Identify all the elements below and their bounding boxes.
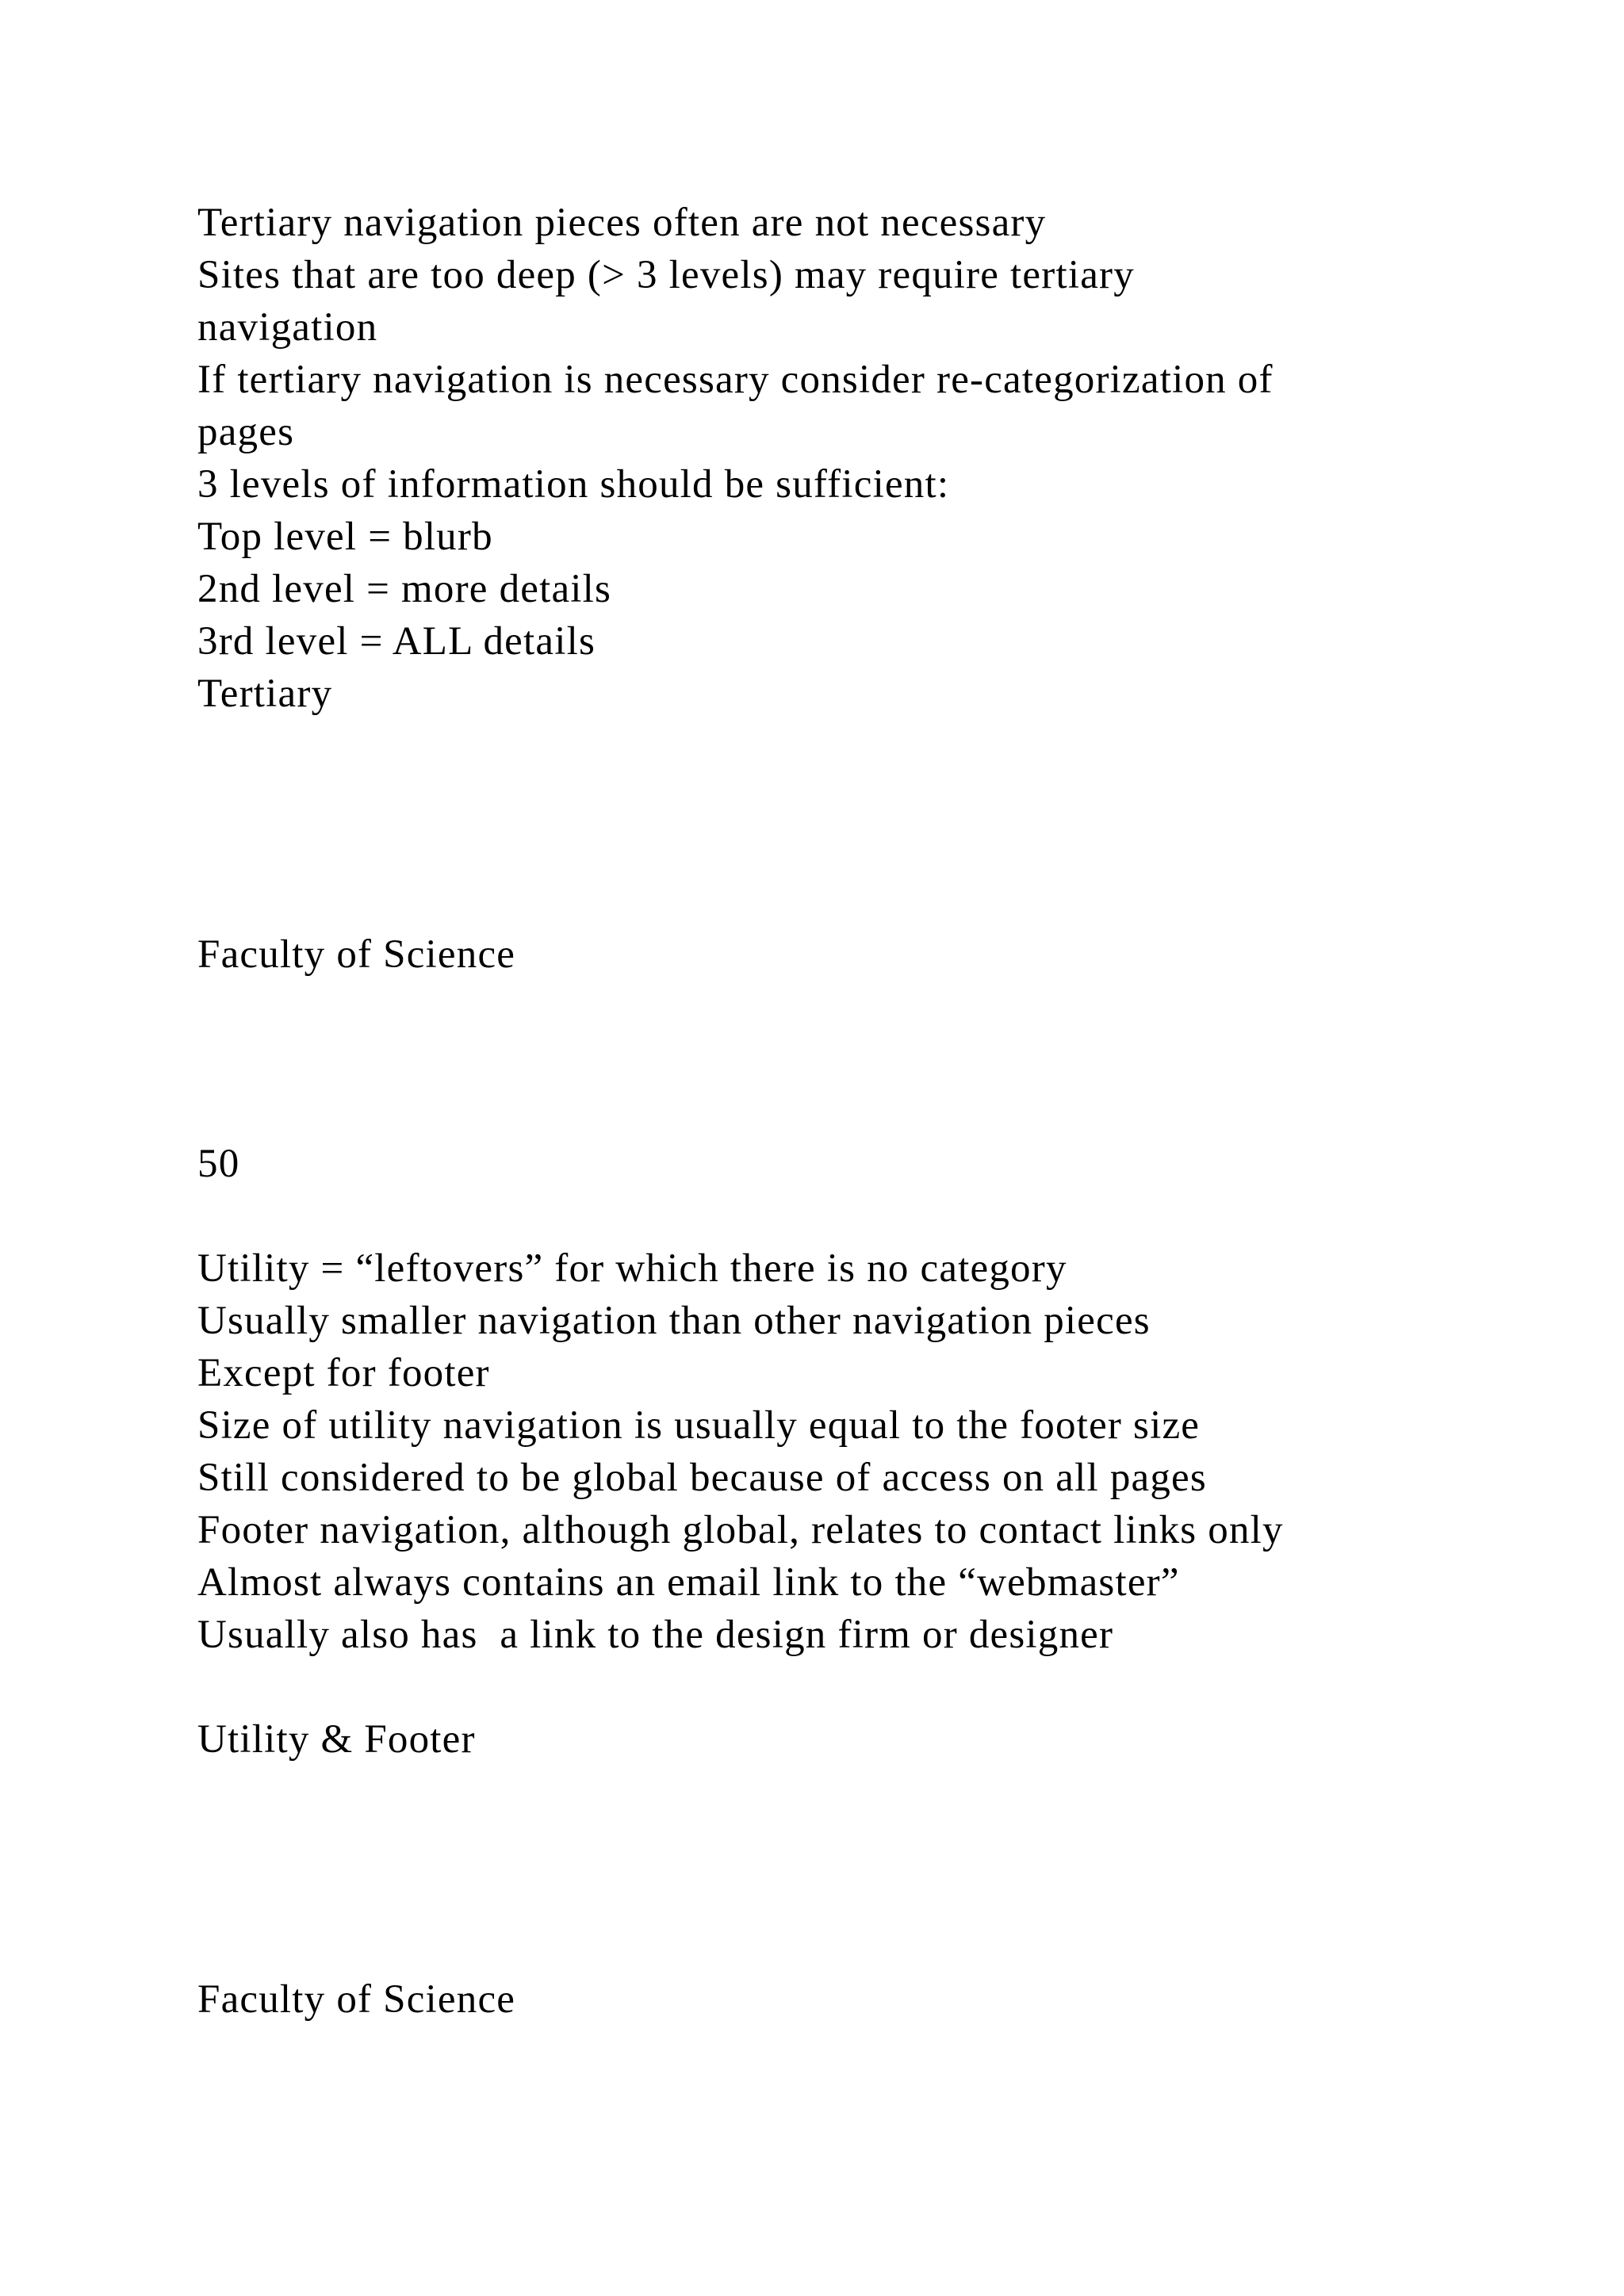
body-line: Tertiary navigation pieces often are not necessary bbox=[197, 201, 1047, 245]
body-line: If tertiary navigation is necessary consider re-categorization of bbox=[197, 358, 1274, 402]
body-line: Size of utility navigation is usually equal to the footer size bbox=[197, 1403, 1201, 1448]
body-line: Footer navigation, although global, relates to contact links only bbox=[197, 1508, 1284, 1552]
body-line: Except for footer bbox=[197, 1351, 490, 1395]
body-line: 2nd level = more details bbox=[197, 567, 612, 611]
body-line: Usually smaller navigation than other navigation pieces bbox=[197, 1299, 1151, 1343]
faculty-label: Faculty of Science bbox=[197, 932, 516, 977]
section-title: Utility & Footer bbox=[197, 1717, 476, 1762]
body-line: Almost always contains an email link to the “webmaster” bbox=[197, 1560, 1180, 1605]
body-line: 3rd level = ALL details bbox=[197, 619, 596, 664]
body-line: Utility = “leftovers” for which there is no category bbox=[197, 1246, 1067, 1291]
section-title: Tertiary bbox=[197, 672, 333, 716]
body-line: Still considered to be global because of access on all pages bbox=[197, 1456, 1207, 1500]
body-line: pages bbox=[197, 410, 295, 454]
body-line: navigation bbox=[197, 305, 378, 350]
body-line: Usually also has a link to the design firm or designer bbox=[197, 1613, 1114, 1657]
page-number: 50 bbox=[197, 1142, 240, 1186]
faculty-label: Faculty of Science bbox=[197, 1977, 516, 2022]
body-line: Top level = blurb bbox=[197, 515, 493, 559]
body-line: Sites that are too deep (> 3 levels) may require tertiary bbox=[197, 253, 1135, 297]
body-line: 3 levels of information should be sufficient: bbox=[197, 462, 950, 507]
